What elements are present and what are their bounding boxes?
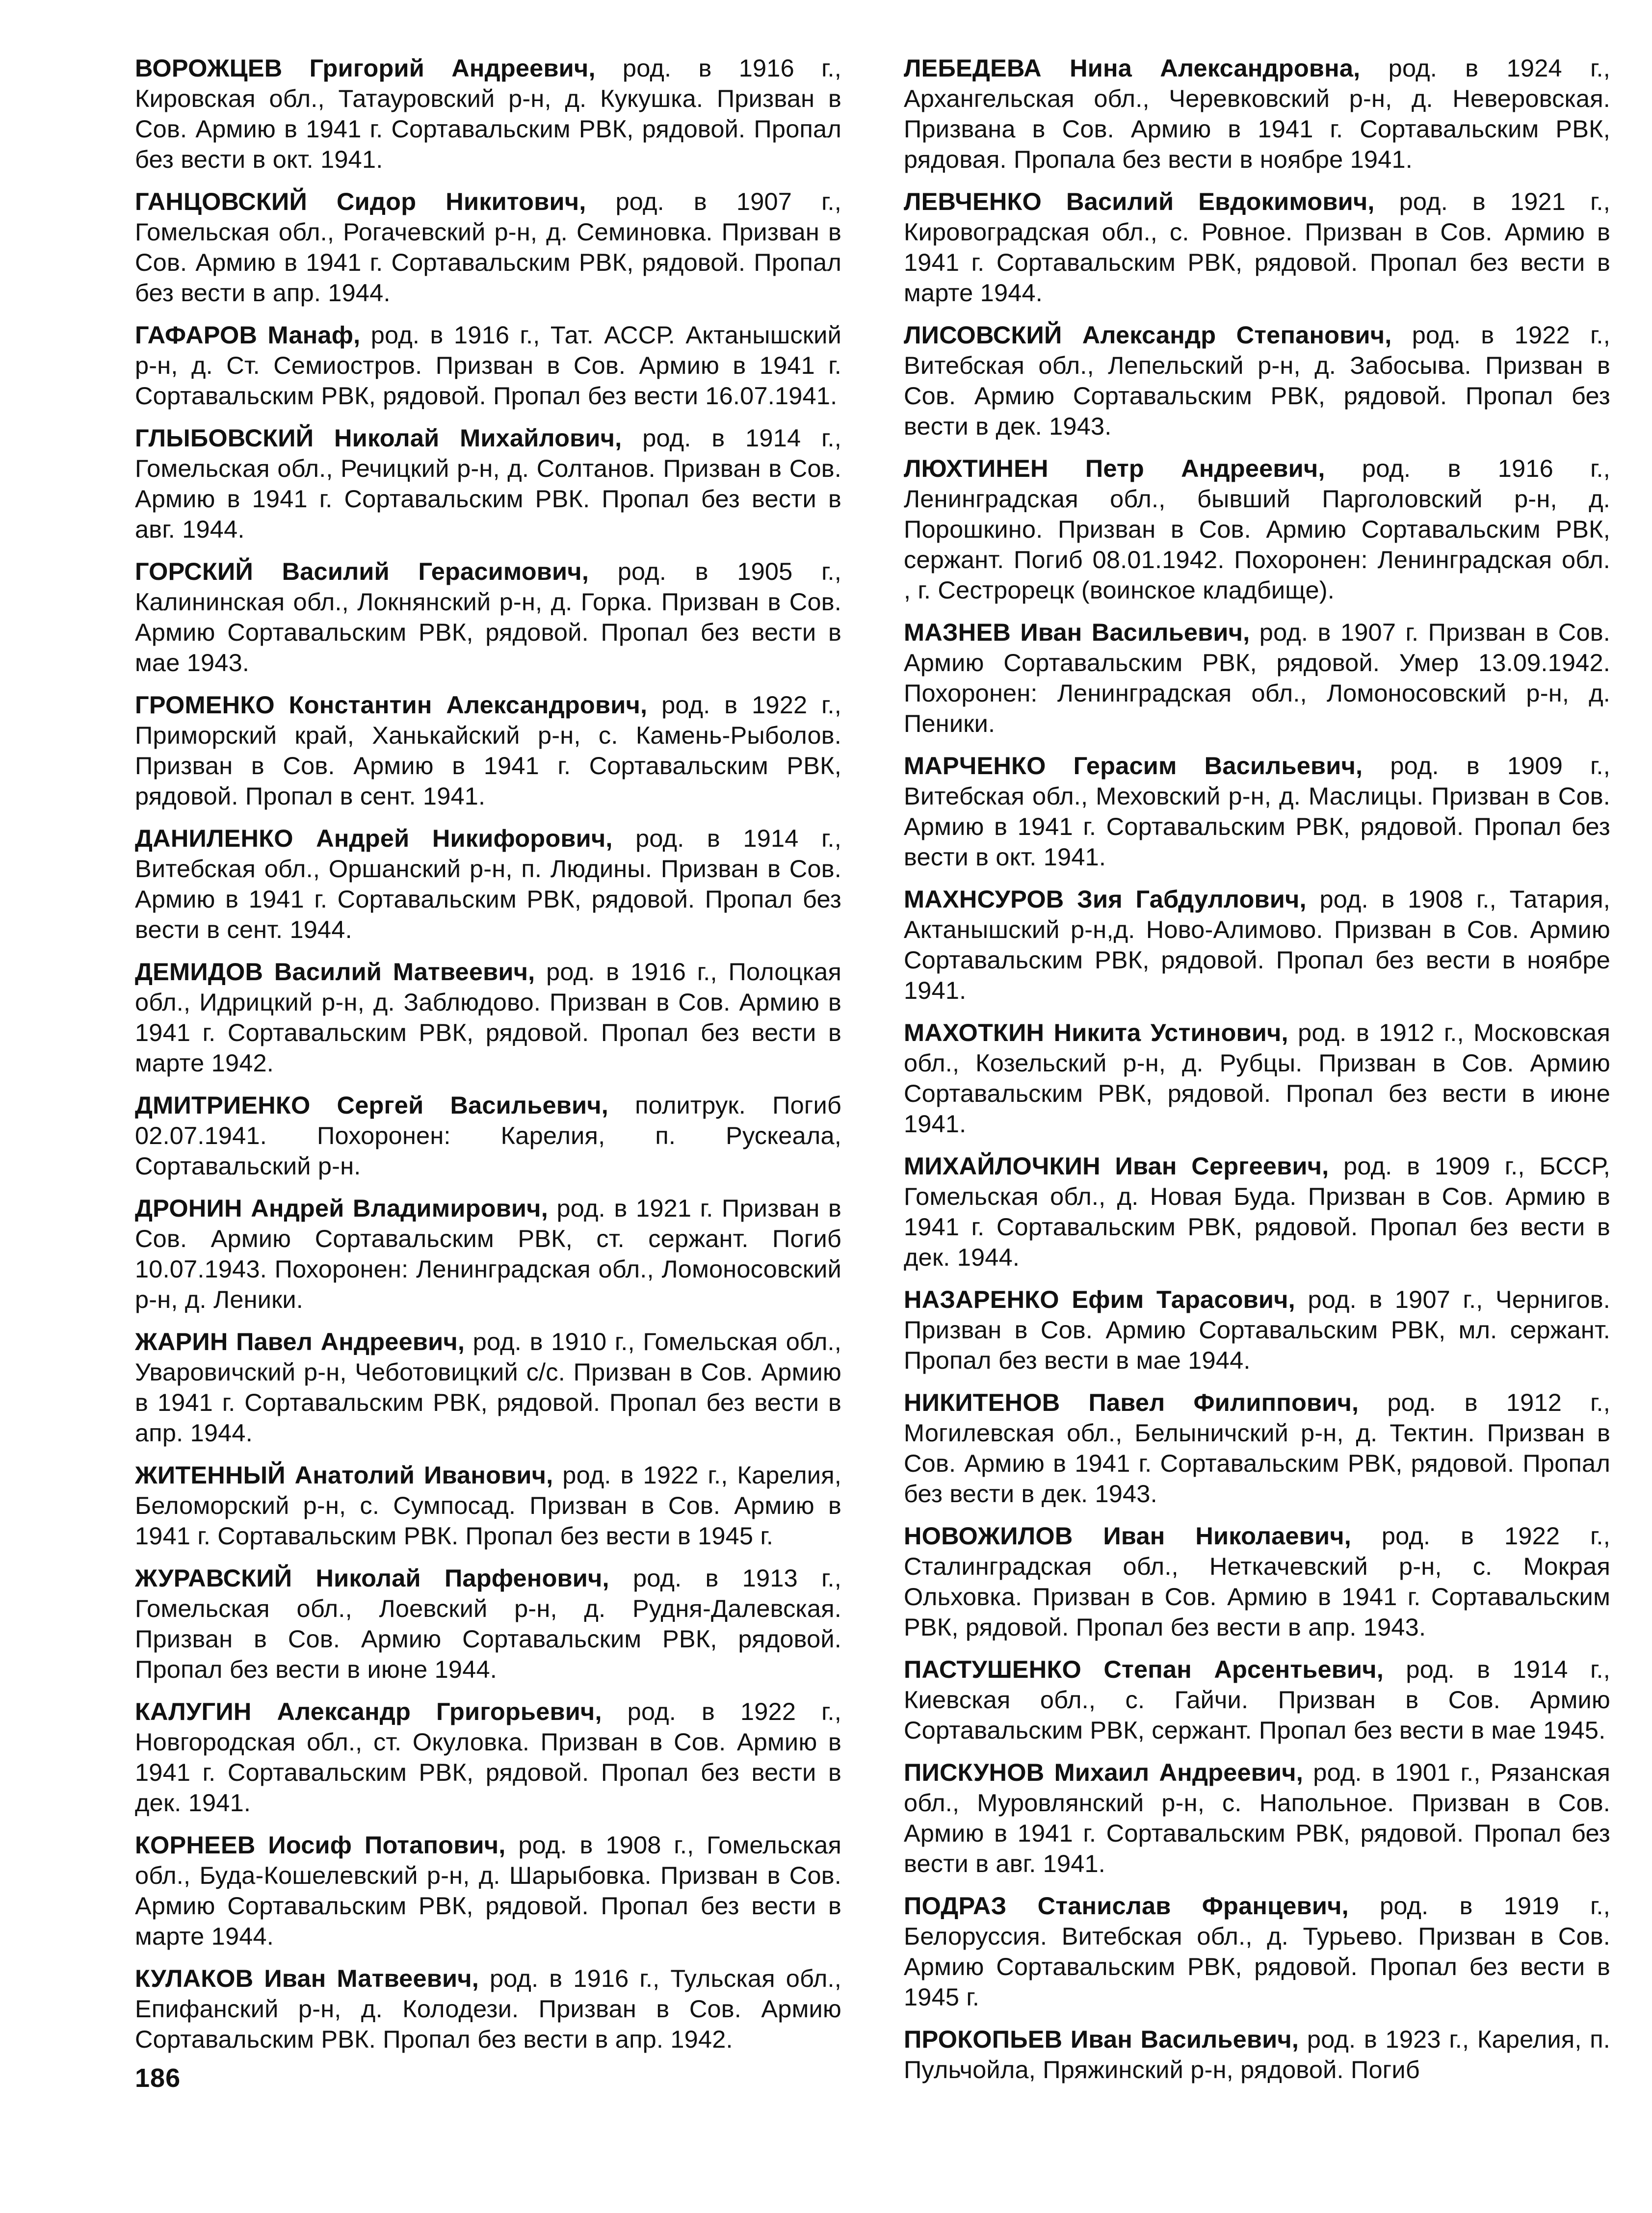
entry-name: КОРНЕЕВ Иосиф Потапович, [135, 1831, 506, 1859]
entry-text: род. в 1907 г., Чернигов. Призван в Сов. Армию Сортавальским РВК, мл. сержант. Пропал без вести в мае 1944. [904, 1285, 1610, 1374]
entry-name: ДЕМИДОВ Василий Матвеевич, [135, 958, 535, 986]
entry-name: МАХОТКИН Никита Устинович, [904, 1018, 1288, 1046]
entry-text: род. в 1923 г., Карелия, п. Пульчойла, Пряжинский р-н, рядовой. Погиб [904, 2025, 1611, 2083]
memorial-entry [904, 1891, 1610, 2012]
memorial-entry [904, 884, 1610, 1006]
entry-name: ЛЕБЕДЕВА Нина Александровна, [904, 54, 1361, 82]
entry-name: ГЛЫБОВСКИЙ Николай Михайлович, [135, 424, 622, 452]
entry-text: род. в 1922 г., Витебская обл., Лепельский р-н, д. Забосыва. Призван в Сов. Армию Сортавальским РВК, рядовой. Пропал без вести в дек. 1943. [904, 321, 1611, 440]
entry-text: род. в 1912 г., Могилевская обл., Белыничский р-н, д. Тектин. Призван в Сов. Армию в 1941 г. Сортавальским РВК, рядовой. Пропал без вести в дек. 1943. [904, 1388, 1610, 1508]
entry-text: род. в 1921 г., Кировоградская обл., с. Ровное. Призван в Сов. Армию в 1941 г. Сортавальским РВК, рядовой. Пропал без вести в марте 1944. [904, 187, 1611, 307]
memorial-entry [904, 1654, 1610, 1745]
memorial-entry [135, 1193, 841, 1315]
entry-name: ЖУРАВСКИЙ Николай Парфенович, [135, 1564, 609, 1592]
entry-text: политрук. Погиб 02.07.1941. Похоронен: Карелия, п. Рускеала, Сортавальский р-н. [135, 1091, 842, 1180]
entry-name: ГАФАРОВ Манаф, [135, 321, 361, 349]
memorial-entry [904, 320, 1610, 442]
entry-name: НАЗАРЕНКО Ефим Тарасович, [904, 1285, 1295, 1313]
entry-name: ДМИТРИЕНКО Сергей Васильевич, [135, 1091, 608, 1119]
entry-name: ЖАРИН Павел Андреевич, [135, 1328, 465, 1355]
memorial-entry [904, 1521, 1610, 1642]
entry-text: род. в 1922 г., Сталинградская обл., Неткачевский р-н, с. Мокрая Ольховка. Призван в Сов. Армию в 1941 г. Сортавальским РВК, рядовой. Пропал без вести в апр. 1943. [904, 1522, 1611, 1641]
entry-name: ГОРСКИЙ Василий Герасимович, [135, 557, 589, 585]
entry-text: род. в 1905 г., Калининская обл., Локнянский р-н, д. Горка. Призван в Сов. Армию Сортавальским РВК, рядовой. Пропал без вести в мае 1943. [135, 557, 842, 677]
memorial-entry [904, 1387, 1610, 1509]
memorial-entry [135, 423, 841, 545]
entry-name: ВОРОЖЦЕВ Григорий Андреевич, [135, 54, 596, 82]
memorial-entry [904, 53, 1610, 175]
entry-text: род. в 1919 г., Белоруссия. Витебская обл., д. Турьево. Призван в Сов. Армию Сортавальским РВК, рядовой. Пропал без вести в 1945 г. [904, 1892, 1611, 2011]
entry-name: НОВОЖИЛОВ Иван Николаевич, [904, 1522, 1351, 1550]
memorial-entry [904, 1284, 1610, 1376]
entry-name: ПОДРАЗ Станислав Францевич, [904, 1892, 1349, 1920]
entry-name: НИКИТЕНОВ Павел Филиппович, [904, 1388, 1359, 1416]
entry-text: род. в 1922 г., Новгородская обл., ст. Окуловка. Призван в Сов. Армию в 1941 г. Сортавальским РВК, рядовой. Пропал без вести в дек. 1941. [135, 1697, 841, 1817]
memorial-entry [135, 1563, 841, 1685]
entry-name: МАХНСУРОВ Зия Габдуллович, [904, 885, 1307, 913]
entry-text: род. в 1914 г., Гомельская обл., Речицкий р-н, д. Солтанов. Призван в Сов. Армию в 1941 г. Сортавальским РВК. Пропал без вести в авг. 1944. [135, 424, 841, 543]
entry-text: род. в 1916 г., Тат. АССР. Актанышский р-н, д. Ст. Семиостров. Призван в Сов. Армию в 1941 г. Сортавальским РВК, рядовой. Пропал без вести 16.07.1941. [135, 321, 841, 410]
entry-text: род. в 1914 г., Киевская обл., с. Гайчи. Призван в Сов. Армию Сортавальским РВК, сержант. Пропал без вести в мае 1945. [904, 1655, 1611, 1744]
memorial-entry [135, 1830, 841, 1952]
entry-text: род. в 1921 г. Призван в Сов. Армию Сортавальским РВК, ст. сержант. Погиб 10.07.1943. Похоронен: Ленинградская обл., Ломоносовский р-н, д. Леники. [135, 1194, 842, 1313]
memorial-entry [904, 751, 1610, 872]
entry-text: род. в 1908 г., Гомельская обл., Буда-Кошелевский р-н, д. Шарыбовка. Призван в Сов. Армию Сортавальским РВК, рядовой. Пропал без вести в марте 1944. [135, 1831, 842, 1950]
entry-name: ЛИСОВСКИЙ Александр Степанович, [904, 321, 1392, 349]
entry-text: род. в 1916 г., Кировская обл., Татауровский р-н, д. Кукушка. Призван в Сов. Армию в 1941 г. Сортавальским РВК, рядовой. Пропал без вести в окт. 1941. [135, 54, 842, 173]
entry-name: ПРОКОПЬЕВ Иван Васильевич, [904, 2025, 1299, 2053]
entry-text: род. в 1908 г., Татария, Актанышский р-н,д. Ново-Алимово. Призван в Сов. Армию Сортавальским РВК, рядовой. Пропал без вести в ноябре 1941. [904, 885, 1610, 1004]
right-column [904, 53, 1610, 2097]
memorial-entry [135, 53, 841, 175]
entry-name: ЖИТЕННЫЙ Анатолий Иванович, [135, 1461, 553, 1489]
entry-name: ПАСТУШЕНКО Степан Арсентьевич, [904, 1655, 1384, 1683]
entry-name: МАЗНЕВ Иван Васильевич, [904, 618, 1250, 646]
entry-text: род. в 1910 г., Гомельская обл., Уваровичский р-н, Чеботовицкий с/с. Призван в Сов. Армию в 1941 г. Сортавальским РВК, рядовой. Пропал без вести в апр. 1944. [135, 1328, 841, 1447]
entry-text: род. в 1907 г. Призван в Сов. Армию Сортавальским РВК, рядовой. Умер 13.09.1942. Похоронен: Ленинградская обл., Ломоносовский р-н, д. Пеники. [904, 618, 1610, 737]
left-column [135, 53, 841, 2066]
entry-text: род. в 1916 г., Тульская обл., Епифанский р-н, д. Колодези. Призван в Сов. Армию Сортавальским РВК. Пропал без вести в апр. 1942. [135, 1964, 841, 2053]
memorial-entry [135, 957, 841, 1078]
memorial-entry [135, 556, 841, 678]
entry-text: род. в 1922 г., Приморский край, Ханькайский р-н, с. Камень-Рыболов. Призван в Сов. Армию в 1941 г. Сортавальским РВК, рядовой. Пропал в сент. 1941. [135, 691, 842, 810]
entry-name: ПИСКУНОВ Михаил Андреевич, [904, 1758, 1304, 1786]
entry-text: род. в 1916 г., Полоцкая обл., Идрицкий р-н, д. Заблюдово. Призван в Сов. Армию в 1941 г. Сортавальским РВК, рядовой. Пропал без вести в марте 1942. [135, 958, 842, 1077]
memorial-entry [135, 320, 841, 411]
memorial-entry [904, 453, 1610, 605]
memorial-entry [904, 186, 1610, 308]
entry-name: КАЛУГИН Александр Григорьевич, [135, 1697, 602, 1725]
entry-name: МИХАЙЛОЧКИН Иван Сергеевич, [904, 1152, 1329, 1180]
page-number: 186 [135, 2063, 181, 2093]
entry-name: ЛЕВЧЕНКО Василий Евдокимович, [904, 187, 1375, 215]
entry-text: род. в 1901 г., Рязанская обл., Муровлянский р-н, с. Напольное. Призван в Сов. Армию в 1941 г. Сортавальским РВК, рядовой. Пропал без вести в авг. 1941. [904, 1758, 1610, 1877]
memorial-entry [135, 823, 841, 945]
memorial-entry [904, 617, 1610, 739]
memorial-entry [135, 1090, 841, 1181]
entry-text: род. в 1913 г., Гомельская обл., Лоевский р-н, д. Рудня-Далевская. Призван в Сов. Армию Сортавальским РВК, рядовой. Пропал без вести в июне 1944. [135, 1564, 842, 1683]
entry-name: МАРЧЕНКО Герасим Васильевич, [904, 752, 1363, 780]
entry-text: род. в 1909 г., БССР, Гомельская обл., д. Новая Буда. Призван в Сов. Армию в 1941 г. Сортавальским РВК, рядовой. Пропал без вести в дек. 1944. [904, 1152, 1610, 1271]
memorial-entry [904, 1757, 1610, 1879]
entry-text: род. в 1912 г., Московская обл., Козельский р-н, д. Рубцы. Призван в Сов. Армию Сортавальским РВК, рядовой. Пропал без вести в июне 1941. [904, 1018, 1610, 1138]
memorial-entry [135, 1327, 841, 1448]
entry-text: род. в 1916 г., Ленинградская обл., бывший Парголовский р-н, д. Порошкино. Призван в Сов. Армию Сортавальским РВК, сержант. Погиб 08.01.1942. Похоронен: Ленинградская обл. , г. Сестрорецк (воинское кладбище). [904, 454, 1611, 604]
memorial-entry [904, 1017, 1610, 1139]
entry-name: ГАНЦОВСКИЙ Сидор Никитович, [135, 187, 586, 215]
entry-name: ДРОНИН Андрей Владимирович, [135, 1194, 548, 1222]
entry-name: ДАНИЛЕНКО Андрей Никифорович, [135, 824, 613, 852]
memorial-entry [135, 186, 841, 308]
entry-text: род. в 1924 г., Архангельская обл., Черевковский р-н, д. Неверовская. Призвана в Сов. Армию в 1941 г. Сортавальским РВК, рядовая. Пропала без вести в ноябре 1941. [904, 54, 1610, 173]
memorial-entry [904, 2024, 1610, 2085]
memorial-entry [904, 1151, 1610, 1273]
entry-text: род. в 1907 г., Гомельская обл., Рогачевский р-н, д. Семиновка. Призван в Сов. Армию в 1941 г. Сортавальским РВК, рядовой. Пропал без вести в апр. 1944. [135, 187, 842, 307]
memorial-entry [135, 1963, 841, 2055]
entry-text: род. в 1922 г., Карелия, Беломорский р-н, с. Сумпосад. Призван в Сов. Армию в 1941 г. Сортавальским РВК. Пропал без вести в 1945 г. [135, 1461, 841, 1550]
entry-name: КУЛАКОВ Иван Матвеевич, [135, 1964, 479, 1992]
entry-name: ГРОМЕНКО Константин Александрович, [135, 691, 648, 719]
memorial-entry [135, 1460, 841, 1551]
entry-text: род. в 1914 г., Витебская обл., Оршанский р-н, п. Людины. Призван в Сов. Армию в 1941 г. Сортавальским РВК, рядовой. Пропал без вести в сент. 1944. [135, 824, 841, 943]
memorial-entry [135, 1696, 841, 1818]
entry-name: ЛЮХТИНЕН Петр Андреевич, [904, 454, 1325, 482]
entry-text: род. в 1909 г., Витебская обл., Меховский р-н, д. Маслицы. Призван в Сов. Армию в 1941 г. Сортавальским РВК, рядовой. Пропал без вести в окт. 1941. [904, 752, 1611, 871]
memorial-entry [135, 690, 841, 811]
